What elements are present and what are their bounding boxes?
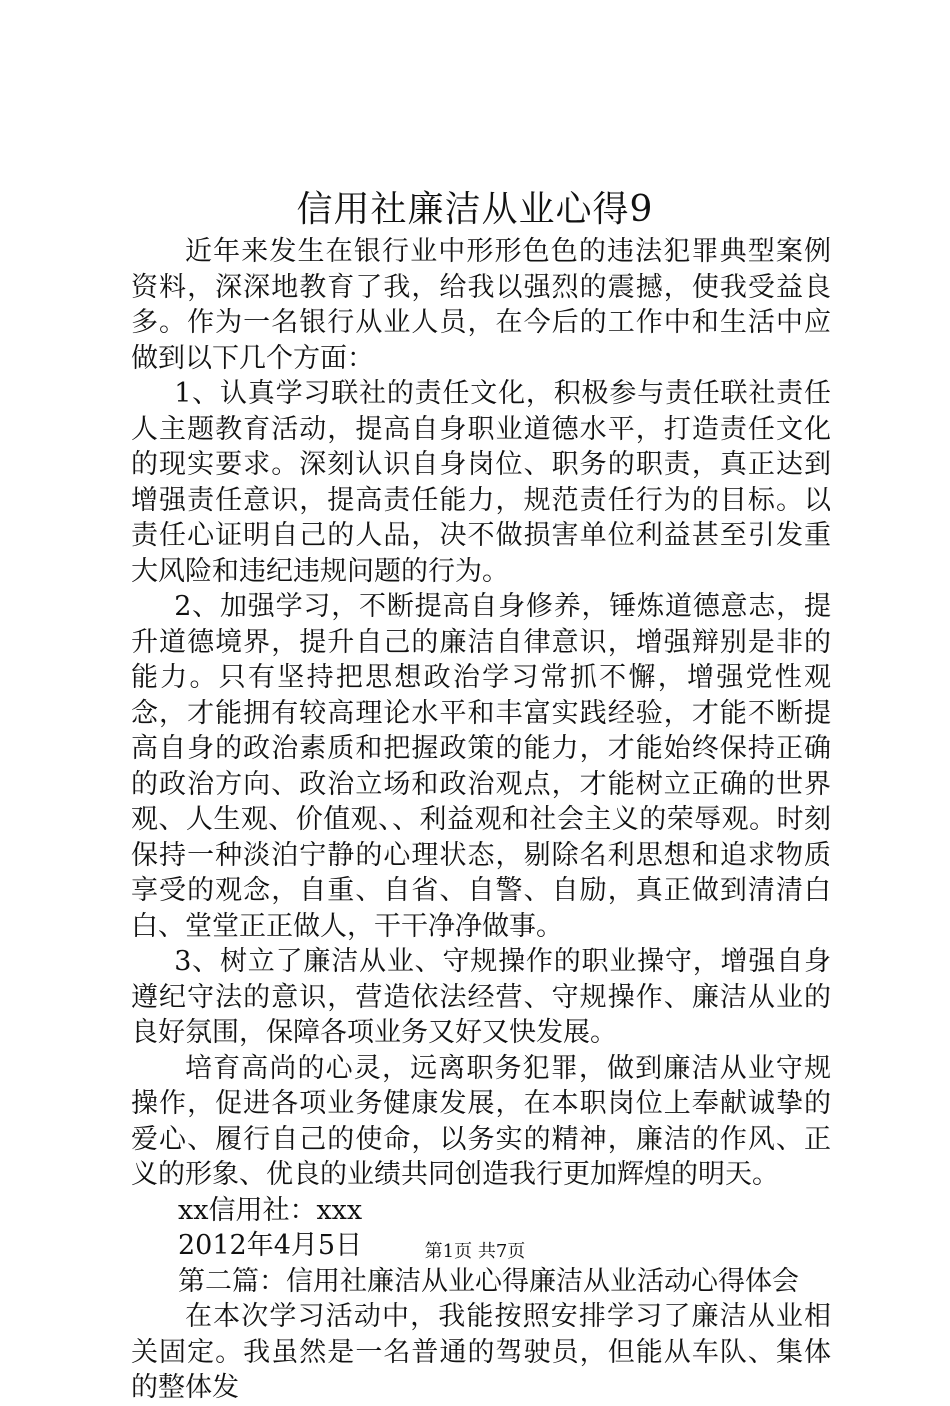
conclusion-paragraph: 培育高尚的心灵，远离职务犯罪，做到廉洁从业守规操作，促进各项业务健康发展，在本职岗位上奉献诚挚的爱心、履行自己的使命，以务实的精神，廉洁的作风、正义的形象、优良的业绩共同创造我行更加辉煌的明天。 [131,1052,831,1190]
date-line: 2012年4月5日 [178,1230,363,1261]
intro-paragraph: 近年来发生在银行业中形形色色的违法犯罪典型案例资料，深深地教育了我，给我以强烈的震撼，使我受益良多。作为一名银行从业人员，在今后的工作中和生活中应做到以下几个方面： [131,236,831,374]
signature-line: xx信用社：xxx [178,1194,363,1226]
section-paragraph: 在本次学习活动中，我能按照安排学习了廉洁从业相关固定。我虽然是一名普通的驾驶员，但能从车队、集体的整体发 [131,1301,831,1403]
point-3-paragraph: 3、树立了廉洁从业、守规操作的职业操守，增强自身遵纪守法的意识，营造依法经营、守规操作、廉洁从业的良好氛围，保障各项业务又好又快发展。 [131,946,831,1048]
document-body [131,234,831,1406]
page-number-footer: 第1页 共7页 [424,1241,526,1262]
point-2-paragraph: 2、加强学习，不断提高自身修养，锤炼道德意志，提升道德境界，提升自己的廉洁自律意识，增强辩别是非的能力。只有坚持把思想政治学习常抓不懈，增强党性观念，才能拥有较高理论水平和丰富实践经验，才能不断提高自身的政治素质和把握政策的能力，才能始终保持正确的政治方向、政治立场和政治观点，才能树立正确的世界观、人生观、价值观、、利益观和社会主义的荣辱观。时刻保持一种淡泊宁静的心理状态，剔除名利思想和追求物质享受的观念，自重、自省、自警、自励，真正做到清清白白、堂堂正正做人，干干净净做事。 [131,591,831,942]
document-title: 信用社廉洁从业心得9 [296,189,654,230]
point-1-paragraph: 1、认真学习联社的责任文化，积极参与责任联社责任人主题教育活动，提高自身职业道德水平，打造责任文化的现实要求。深刻认识自身岗位、职务的职责，真正达到增强责任意识，提高责任能力，规范责任行为的目标。以责任心证明自己的人品，决不做损害单位利益甚至引发重大风险和违纪违规问题的行为。 [131,378,831,587]
section-heading: 第二篇：信用社廉洁从业心得廉洁从业活动心得体会 [178,1265,799,1297]
